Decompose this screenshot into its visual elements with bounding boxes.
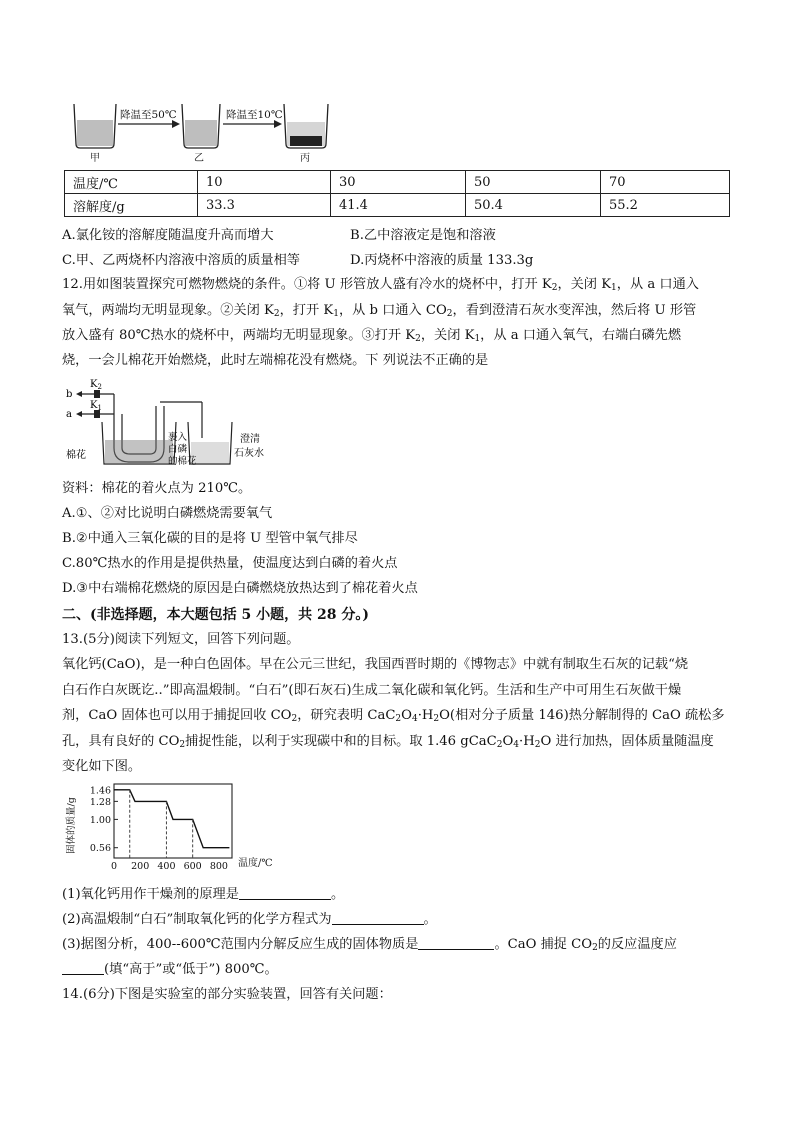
table-row	[65, 171, 730, 194]
q12-info: 资料：棉花的着火点为 210℃。	[62, 481, 252, 496]
q11-option-row-1	[62, 227, 496, 245]
phosphorus-label-3: 的棉花	[168, 456, 197, 467]
q13-passage-line-5: 变化如下图。	[62, 759, 142, 774]
valve-k1-label: $K_1$	[90, 400, 102, 412]
valve-k2-label: $K_2$	[90, 379, 102, 391]
answer-blank-1[interactable]	[239, 886, 331, 900]
table-cell: 50.4	[466, 194, 601, 217]
section-2-heading: 二、(非选择题，本大题包括 5 小题，共 28 分。)	[62, 607, 369, 623]
arrow-label-1: 降温至50℃	[120, 109, 177, 121]
q12-stem-line-3: 放入盛有 80℃热水的烧杯中，两端均无明显现象。③打开 $K_2$，关闭 $K_1$，从 a 口通入氧气，右端白磷先燃	[62, 328, 682, 344]
q12-stem-line-1: 12.用如图装置探究可燃物燃烧的条件。①将 U 形管放人盛有冷水的烧杯中，打开 $K_2$，关闭 $K_1$，从 a 口通入	[62, 277, 699, 293]
u-tube-apparatus-figure	[64, 378, 286, 470]
q13-question-2: (2)高温煅制“白石”制取氧化钙的化学方程式为 。	[62, 912, 437, 927]
beaker-label-jia: 甲	[90, 153, 100, 164]
inlet-a-label: a	[66, 409, 72, 420]
beaker-label-bing: 丙	[300, 153, 310, 164]
beaker-cooling-figure	[70, 98, 340, 164]
solubility-table	[64, 170, 730, 217]
table-cell: 30	[331, 171, 466, 194]
q12-stem-line-4: 烧，一会儿棉花开始燃烧，此时左端棉花没有燃烧。下 列说法不正确的是	[62, 353, 489, 368]
x-tick-label: 400	[157, 861, 176, 872]
y-tick-label: 1.46	[89, 785, 111, 797]
q13-question-3-cont: (填“高于”或“低于”) 800℃。	[62, 961, 278, 979]
phosphorus-label-2: 白磷	[168, 444, 188, 455]
limewater-label-2: 石灰水	[234, 448, 264, 459]
y-tick-label: 1.00	[89, 814, 111, 826]
table-cell: 41.4	[331, 194, 466, 217]
inlet-b-label: b	[66, 389, 73, 400]
y-tick-label: 1.28	[89, 796, 111, 808]
q11-option-d: D.丙烧杯中溶液的质量 133.3g	[350, 253, 534, 268]
q12-stem-line-2: 氧气，两端均无明显现象。②关闭 $K_2$，打开 $K_1$，从 b 口通入 $CO_2$，看到澄清石灰水变浑浊，然后将 U 形管	[62, 303, 697, 319]
q13-passage-line-4: 孔，具有良好的 $CO_2$捕捉性能，以利于实现碳中和的目标。取 1.46 $gCaC_2O_4\cdot H_2O$ 进行加热，固体质量随温度	[62, 734, 714, 750]
table-cell: 55.2	[601, 194, 730, 217]
mass-temperature-chart	[62, 780, 292, 878]
q12-option-a: A.①、②对比说明白磷燃烧需要氧气	[62, 506, 273, 521]
table-cell: 33.3	[198, 194, 331, 217]
answer-blank-4[interactable]	[62, 961, 104, 975]
q13-passage-line-3: 剂，CaO 固体也可以用于捕捉回收 $CO_2$，研究表明 $CaC_2O_4\cdot H_2O$(相对分子质量 146)热分解制得的 CaO 疏松多	[62, 708, 725, 724]
q11-option-b: B.乙中溶液定是饱和溶液	[350, 228, 496, 243]
table-cell: 温度/℃	[65, 171, 198, 194]
q12-option-c: C.80℃热水的作用是提供热量，使温度达到白磷的着火点	[62, 556, 398, 571]
x-axis-label: 温度/℃	[238, 858, 273, 869]
answer-blank-2[interactable]	[332, 911, 424, 925]
table-cell: 溶解度/g	[65, 194, 198, 217]
beaker-label-yi: 乙	[194, 153, 204, 164]
table-cell: 50	[466, 171, 601, 194]
q13-heading: 13.(5分)阅读下列短文，回答下列问题。	[62, 632, 300, 647]
table-cell: 70	[601, 171, 730, 194]
cotton-label: 棉花	[66, 450, 86, 461]
q12-option-d: D.③中右端棉花燃烧的原因是白磷燃烧放热达到了棉花着火点	[62, 581, 418, 596]
q13-passage-line-1: 氧化钙(CaO)，是一种白色固体。早在公元三世纪，我国西晋时期的《博物志》中就有制取生石灰的记载“烧	[62, 657, 689, 672]
q12-option-b: B.②中通入三氧化碳的目的是将 U 型管中氧气排尽	[62, 531, 358, 546]
q13-question-3: (3)据图分析，400--600℃范围内分解反应生成的固体物质是 。CaO 捕捉 $CO_2$的反应温度应	[62, 937, 677, 953]
q11-option-a: A.氯化铵的溶解度随温度升高而增大	[62, 228, 274, 243]
mass-curve	[114, 790, 229, 848]
x-tick-label: 800	[209, 861, 228, 872]
table-row	[65, 194, 730, 217]
q13-question-1: (1)氧化钙用作干燥剂的原理是 。	[62, 887, 345, 902]
y-tick-label: 0.56	[89, 843, 111, 855]
x-tick-label: 0	[110, 861, 118, 872]
answer-blank-3[interactable]	[418, 936, 494, 950]
q14-heading: 14.(6分)下图是实验室的部分实验装置，回答有关问题：	[62, 987, 392, 1002]
q11-option-c: C.甲、乙两烧杯内溶液中溶质的质量相等	[62, 253, 300, 268]
q13-passage-line-2: 白石作白灰既讫..”即高温煅制。“白石”(即石灰石)生成二氧化碳和氧化钙。生活和生产中可用生石灰做干燥	[62, 683, 682, 698]
limewater-label-1: 澄清	[240, 434, 260, 445]
table-cell: 10	[198, 171, 331, 194]
x-tick-label: 600	[183, 861, 202, 872]
phosphorus-label-1: 裹入	[168, 432, 188, 443]
y-axis-label: 固体的质量/g	[66, 797, 77, 854]
x-tick-label: 200	[131, 861, 150, 872]
arrow-label-2: 降温至10℃	[226, 109, 283, 121]
q11-option-row-2	[62, 252, 534, 270]
